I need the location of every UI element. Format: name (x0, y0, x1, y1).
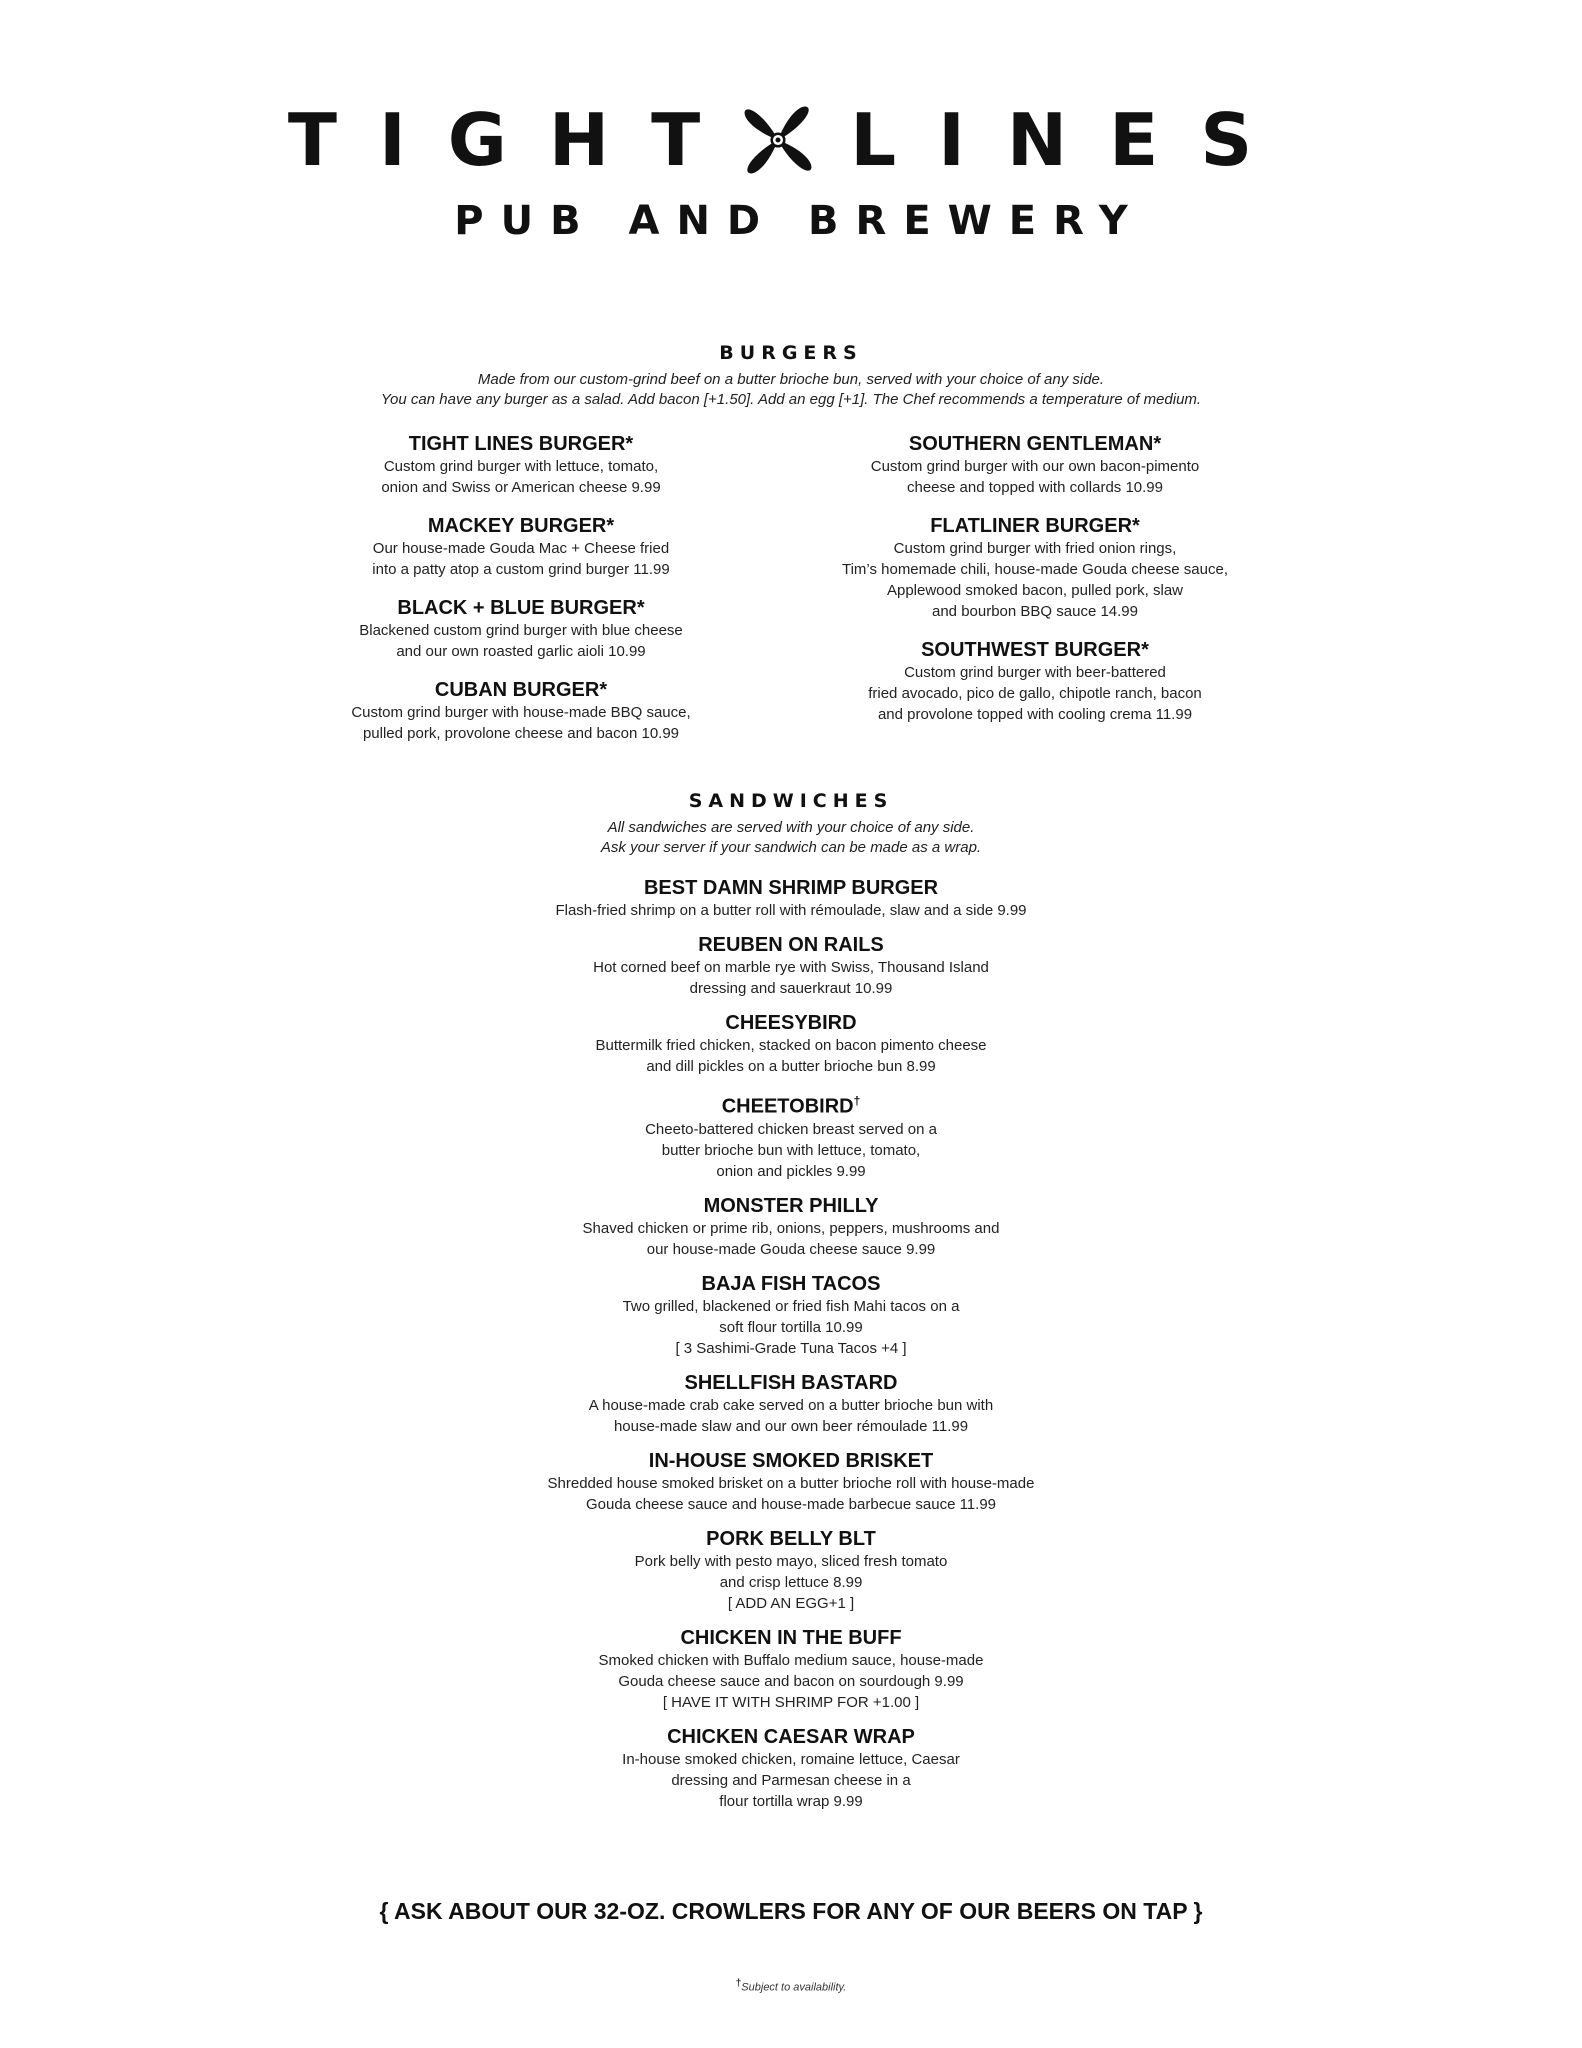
logo (0, 100, 1582, 180)
dagger-mark: † (735, 1978, 742, 1989)
item-description: Flash-fried shrimp on a butter roll with rémoulade, slaw and a side 9.99 (555, 902, 1027, 919)
menu-item (391, 1527, 1191, 1614)
menu-item (391, 933, 1191, 999)
sandwiches-note (0, 818, 1582, 858)
burgers-left-column (311, 432, 731, 760)
item-description: Our house-made Gouda Mac + Cheese fried into a patty atop a custom grind burger 11.99 (372, 540, 670, 578)
burgers-note-line-1: Made from our custom-grind beef on a butter brioche bun, served with your choice of any side. (477, 371, 1105, 388)
item-name: TIGHT LINES BURGER* (408, 433, 634, 455)
item-name: MONSTER PHILLY (703, 1194, 879, 1217)
menu-header (0, 100, 1582, 244)
item-name: BAJA FISH TACOS (701, 1272, 881, 1295)
sandwiches-note-line-2: Ask your server if your sandwich can be made as a wrap. (600, 839, 982, 856)
menu-item (391, 1272, 1191, 1359)
item-name: CHICKEN CAESAR WRAP (667, 1725, 915, 1748)
menu-item (391, 1371, 1191, 1437)
item-name-text: CHEETOBIRD (721, 1095, 854, 1118)
item-name: PORK BELLY BLT (706, 1527, 876, 1550)
item-name: CHEESYBIRD (725, 1012, 857, 1034)
menu-item (391, 1089, 1191, 1182)
propeller-icon (736, 98, 820, 182)
item-name: REUBEN ON RAILS (698, 934, 884, 956)
item-description: Buttermilk fried chicken, stacked on bacon pimento cheese and dill pickles on a butter brioche bun 8.99 (595, 1037, 987, 1075)
item-description: Custom grind burger with lettuce, tomato, onion and Swiss or American cheese 9.99 (381, 458, 661, 496)
item-description: Pork belly with pesto mayo, sliced fresh tomato and crisp lettuce 8.99 (634, 1552, 948, 1591)
item-name: SOUTHWEST BURGER* (921, 639, 1149, 661)
item-description: A house-made crab cake served on a butter brioche bun with house-made slaw and our own beer rémoulade 11.99 (588, 1396, 994, 1435)
item-name: CUBAN BURGER* (434, 679, 608, 701)
item-description: Hot corned beef on marble rye with Swiss, Thousand Island dressing and sauerkraut 10.99 (593, 959, 989, 997)
sandwiches-list (391, 876, 1191, 1824)
item-name (391, 1089, 1191, 1119)
menu-item (815, 638, 1255, 725)
item-description: Custom grind burger with our own bacon-pimento cheese and topped with collards 10.99 (870, 458, 1200, 496)
footnote-text: Subject to availability. (741, 1981, 847, 1994)
item-add-on: [ ADD AN EGG+1 ] (727, 1594, 855, 1612)
logo-word-right: LINES (850, 98, 1295, 182)
item-description: Custom grind burger with house-made BBQ sauce, pulled pork, provolone cheese and bacon 10.99 (351, 704, 691, 742)
burgers-note-line-2: You can have any burger as a salad. Add bacon [+1.50]. Add an egg [+1]. The Chef recommends a temperature of medium. (380, 391, 1202, 408)
menu-item (391, 1449, 1191, 1515)
item-description: Two grilled, blackened or fried fish Mahi tacos on a soft flour tortilla 10.99 (622, 1297, 960, 1336)
item-name: BLACK + BLUE BURGER* (397, 597, 645, 619)
menu-item (391, 1626, 1191, 1713)
item-description: Custom grind burger with beer-battered fried avocado, pico de gallo, chipotle ranch, bacon and provolone topped with cooling crema 11.99 (868, 664, 1202, 723)
menu-item (391, 1194, 1191, 1260)
item-name: SHELLFISH BASTARD (684, 1371, 898, 1394)
menu-item (311, 432, 731, 498)
burgers-note (0, 370, 1582, 410)
item-name: CHICKEN IN THE BUFF (680, 1626, 902, 1649)
sandwiches-note-line-1: All sandwiches are served with your choice of any side. (607, 819, 975, 836)
menu-item (391, 876, 1191, 921)
menu-item (391, 1725, 1191, 1812)
menu-item (815, 514, 1255, 622)
item-description: Shaved chicken or prime rib, onions, peppers, mushrooms and our house-made Gouda cheese sauce 9.99 (582, 1219, 1000, 1258)
burgers-heading: BURGERS (719, 342, 863, 364)
sandwiches-heading: SANDWICHES (688, 790, 894, 812)
menu-item (815, 432, 1255, 498)
item-description: In-house smoked chicken, romaine lettuce, Caesar dressing and Parmesan cheese in a flour tortilla wrap 9.99 (622, 1750, 960, 1810)
dagger-mark: † (853, 1094, 861, 1108)
item-name: SOUTHERN GENTLEMAN* (908, 433, 1162, 455)
crowler-promo: { ASK ABOUT OUR 32-OZ. CROWLERS FOR ANY OF OUR BEERS ON TAP } (379, 1898, 1203, 1924)
item-description: Smoked chicken with Buffalo medium sauce, house-made Gouda cheese sauce and bacon on sourdough 9.99 (598, 1651, 984, 1690)
item-name: FLATLINER BURGER* (930, 515, 1140, 537)
menu-item (311, 514, 731, 580)
item-description: Shredded house smoked brisket on a butter brioche roll with house-made Gouda cheese sauce and house-made barbecue sauce 11.99 (547, 1474, 1035, 1513)
burgers-right-column (815, 432, 1255, 741)
item-name: BEST DAMN SHRIMP BURGER (643, 877, 939, 899)
item-description: Custom grind burger with fried onion rings, Tim’s homemade chili, house-made Gouda cheese sauce, Applewood smoked bacon, pulled pork, slaw and bourbon BBQ sauce 14.99 (841, 540, 1229, 620)
item-name: IN-HOUSE SMOKED BRISKET (648, 1449, 934, 1472)
logo-word-left: TIGHT (287, 98, 743, 182)
menu-item (391, 1011, 1191, 1077)
item-add-on: [ 3 Sashimi-Grade Tuna Tacos +4 ] (675, 1339, 907, 1357)
item-name: MACKEY BURGER* (427, 515, 615, 537)
item-description: Cheeto-battered chicken breast served on a butter brioche bun with lettuce, tomato, onion and pickles 9.99 (645, 1120, 937, 1180)
menu-item (311, 678, 731, 744)
menu-subtitle: PUB AND BREWERY (454, 198, 1145, 244)
menu-item (311, 596, 731, 662)
item-description: Blackened custom grind burger with blue cheese and our own roasted garlic aioli 10.99 (359, 622, 683, 660)
footnote (0, 1978, 1582, 1994)
item-add-on: [ HAVE IT WITH SHRIMP FOR +1.00 ] (662, 1693, 920, 1711)
